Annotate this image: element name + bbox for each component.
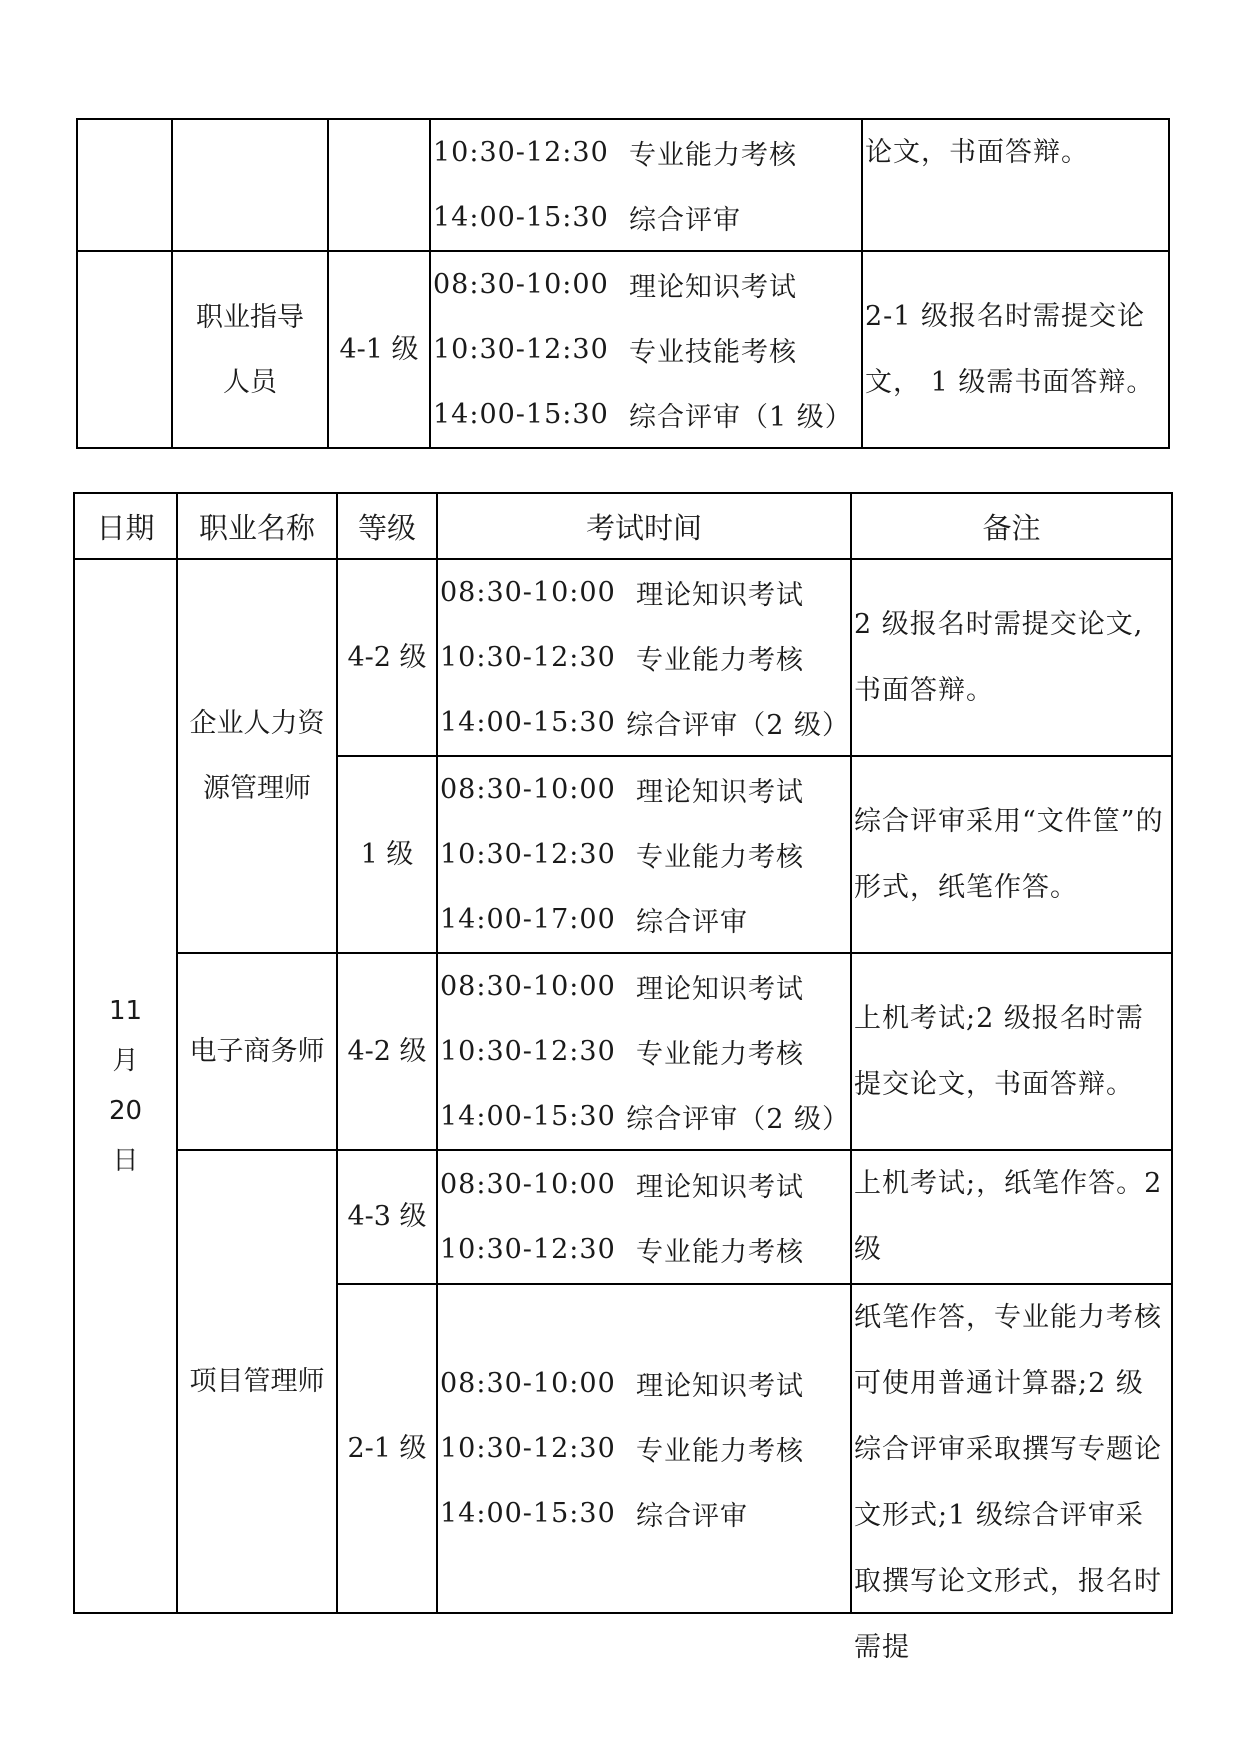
table-header-row [74,493,1172,559]
table-row [74,559,1172,756]
exam-subject: 专业能力考核 [636,645,804,676]
exam-time: 08:30-10:00 [440,971,616,1002]
schedule-cell [437,1150,851,1284]
exam-time: 08:30-10:00 [440,577,616,608]
schedule-cell [430,251,862,448]
exam-time: 14:00-15:30 [433,399,609,430]
note-cell [862,119,1169,251]
schedule-item [440,887,850,952]
note-cell [851,756,1172,953]
note-text: 上机考试;2 级报名时需提交论文，书面答辩。 [854,1002,1144,1100]
level-text: 4-3 级 [347,1201,427,1232]
note-cell [851,1284,1172,1663]
exam-subject: 专业能力考核 [629,140,797,171]
date-month-char: 月 [112,1046,139,1076]
exam-subject: 专业能力考核 [636,1436,804,1467]
occupation-cell [172,251,328,448]
exam-time: 10:30-12:30 [440,1036,616,1067]
occupation-cell [172,119,328,251]
exam-subject: 综合评审（2 级） [626,710,850,741]
schedule-item [440,757,850,822]
date-cell [77,119,172,251]
schedule-item [440,1019,850,1084]
exam-time: 14:00-17:00 [440,904,616,935]
header-level: 等级 [337,493,437,559]
level-text: 2-1 级 [347,1432,427,1464]
occupation-name: 企业人力资源管理师 [189,708,325,804]
level-text: 1 级 [360,838,414,870]
date-cell [77,251,172,448]
schedule-item [433,185,861,250]
exam-time: 08:30-10:00 [440,774,616,805]
table-row [74,1150,1172,1284]
level-cell [337,559,437,756]
exam-time: 10:30-12:30 [433,137,609,168]
schedule-item [440,1416,850,1481]
exam-time: 14:00-15:30 [440,707,616,738]
exam-time: 10:30-12:30 [440,642,616,673]
exam-subject: 理论知识考试 [636,1172,804,1203]
schedule-item [440,1481,850,1546]
level-cell [337,953,437,1150]
schedule-item [440,1217,850,1282]
level-text: 4-1 级 [339,333,419,365]
exam-time: 08:30-10:00 [433,269,609,300]
schedule-item [440,1152,850,1217]
schedule-cell [430,119,862,251]
header-occupation: 职业名称 [177,493,337,559]
table-row [77,119,1169,251]
note-text: 上机考试;，纸笔作答。2 级 [854,1168,1163,1265]
level-text: 4-2 级 [347,1035,427,1067]
exam-time: 14:00-15:30 [440,1101,616,1132]
exam-time: 10:30-12:30 [440,1433,616,1464]
exam-subject: 理论知识考试 [629,272,797,303]
note-text: 论文，书面答辩。 [865,137,1089,168]
schedule-cell [437,756,851,953]
occupation-name: 电子商务师 [189,1035,325,1067]
note-cell [851,1150,1172,1284]
exam-subject: 专业技能考核 [629,337,797,368]
schedule-item [433,382,861,447]
date-cell [74,559,177,1613]
exam-time: 08:30-10:00 [440,1368,616,1399]
exam-time: 08:30-10:00 [440,1169,616,1200]
occupation-cell [177,953,337,1150]
schedule-item [440,954,850,1019]
exam-time: 14:00-15:30 [440,1498,616,1529]
occupation-cell [177,559,337,953]
occupation-name: 项目管理师 [189,1365,325,1397]
note-text: 2 级报名时需提交论文,书面答辩。 [854,608,1144,706]
schedule-cell [437,1284,851,1613]
header-date: 日期 [74,493,177,559]
level-cell [337,1150,437,1284]
exam-subject: 专业能力考核 [636,842,804,873]
schedule-item [440,1084,850,1149]
exam-time: 10:30-12:30 [433,334,609,365]
exam-time: 14:00-15:30 [433,202,609,233]
occupation-name: 职业指导人员 [196,301,304,398]
note-text: 综合评审采用“文件筐”的形式，纸笔作答。 [854,805,1164,903]
note-cell [851,953,1172,1150]
exam-time: 10:30-12:30 [440,839,616,870]
level-cell [337,756,437,953]
schedule-cell [437,953,851,1150]
level-text: 4-2 级 [347,641,427,673]
note-cell [862,251,1169,448]
exam-date [75,986,176,1186]
schedule-item [433,252,861,317]
level-cell [328,119,430,251]
exam-time: 10:30-12:30 [440,1234,616,1265]
schedule-item [433,317,861,382]
exam-subject: 综合评审 [636,907,748,938]
schedule-item [440,625,850,690]
exam-subject: 理论知识考试 [636,1371,804,1402]
exam-subject: 综合评审（2 级） [626,1104,850,1135]
exam-subject: 专业能力考核 [636,1237,804,1268]
schedule-item [440,1351,850,1416]
date-day-char: 日 [112,1146,139,1176]
schedule-item [440,560,850,625]
exam-subject: 综合评审 [636,1501,748,1532]
exam-subject: 综合评审 [629,205,741,236]
date-day-number: 20 [108,1096,143,1126]
exam-subject: 理论知识考试 [636,974,804,1005]
note-cell [851,559,1172,756]
exam-subject: 理论知识考试 [636,580,804,611]
note-text: 纸笔作答，专业能力考核可使用普通计算器;2 级综合评审采取撰写专题论文形式;1 级综合评审采取撰写论文形式，报名时需提 [854,1302,1162,1663]
header-note: 备注 [851,493,1172,559]
level-cell [337,1284,437,1613]
exam-schedule-table [73,492,1173,1663]
exam-subject: 专业能力考核 [636,1039,804,1070]
level-cell [328,251,430,448]
occupation-cell [177,1150,337,1613]
schedule-item [433,120,861,185]
date-day-number: 11 [108,996,143,1026]
schedule-cell [437,559,851,756]
exam-subject: 综合评审（1 级） [629,402,853,433]
schedule-item [440,822,850,887]
schedule-item [440,690,850,755]
continued-schedule-table [76,118,1170,449]
exam-subject: 理论知识考试 [636,777,804,808]
table-row [77,251,1169,448]
note-text: 2-1 级报名时需提交论文， 1 级需书面答辩。 [865,300,1155,398]
table-row [74,953,1172,1150]
header-exam-time: 考试时间 [437,493,851,559]
